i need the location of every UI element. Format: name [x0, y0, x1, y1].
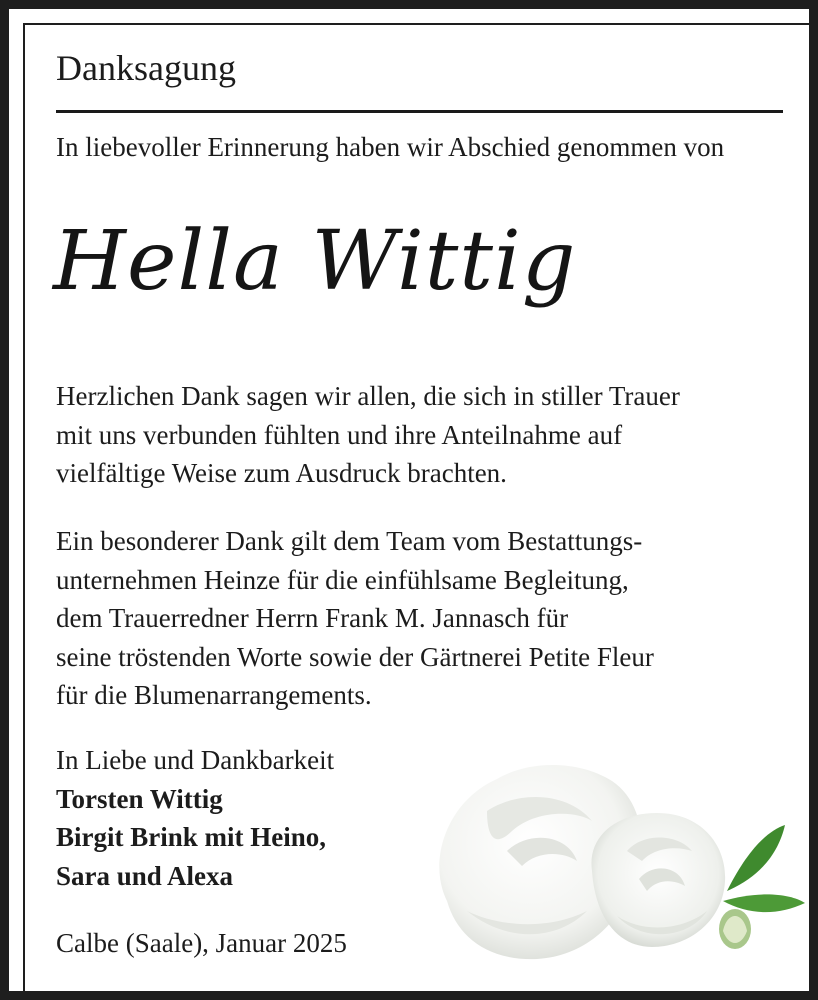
leaf-shape	[727, 825, 785, 891]
paragraph-line: unternehmen Heinze für die einfühlsame Begleitung,	[56, 564, 629, 595]
white-roses-image	[427, 751, 809, 965]
paragraph-line: für die Blumenarrangements.	[56, 680, 372, 710]
intro-text: In liebevoller Erinnerung haben wir Abschied genommen von	[56, 132, 725, 162]
paragraph-line: seine tröstenden Worte sowie der Gärtnerei Petite Fleur	[56, 641, 654, 672]
paragraph-line: mit uns verbunden fühlten und ihre Anteilnahme auf	[56, 419, 623, 450]
signatory-name: Birgit Brink mit Heino,	[56, 822, 326, 852]
thanks-paragraph	[56, 377, 796, 493]
place-and-date: Calbe (Saale), Januar 2025	[56, 928, 347, 958]
title-divider	[56, 110, 783, 113]
notice-title: Danksagung	[56, 48, 236, 88]
paragraph-line: vielfältige Weise zum Ausdruck brachten.	[56, 458, 507, 488]
closing-salutation: In Liebe und Dankbarkeit	[56, 745, 335, 775]
signatory-name: Torsten Wittig	[56, 783, 223, 814]
special-thanks-paragraph	[56, 522, 796, 715]
paragraph-line: dem Trauerredner Herrn Frank M. Jannasch für	[56, 603, 569, 633]
deceased-name: Hella Wittig	[53, 214, 577, 309]
closing-block	[56, 741, 334, 895]
signatory-name: Sara und Alexa	[56, 860, 234, 891]
paragraph-line: Ein besonderer Dank gilt dem Team vom Bestattungs-	[56, 526, 643, 556]
paragraph-line: Herzlichen Dank sagen wir allen, die sich in stiller Trauer	[56, 381, 680, 411]
